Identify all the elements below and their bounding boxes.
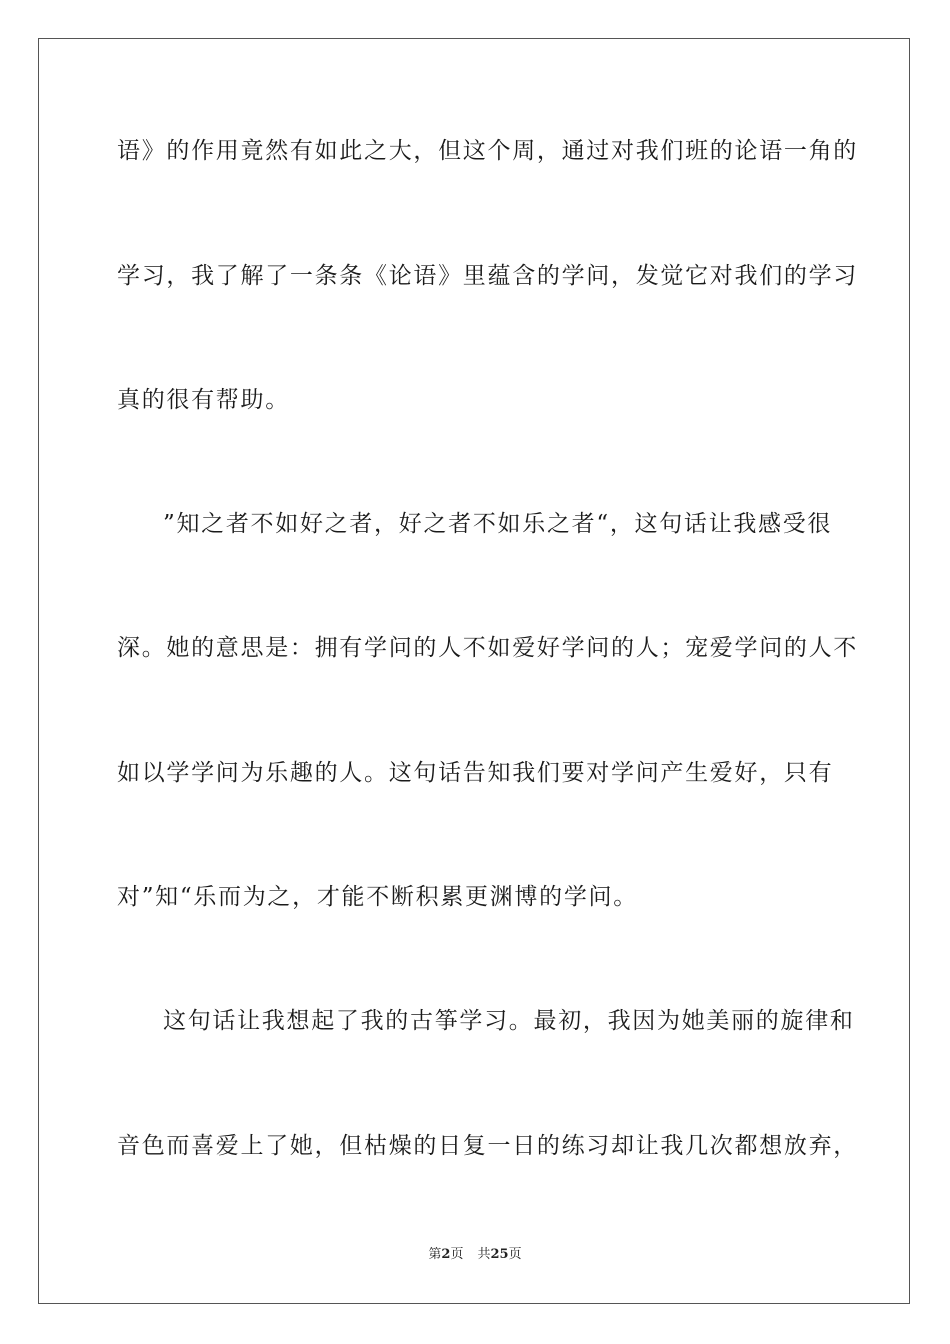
total-suffix: 页 bbox=[508, 1247, 522, 1262]
page-total: 25 bbox=[490, 1247, 509, 1262]
body-text-line: 真的很有帮助。 bbox=[117, 387, 290, 413]
paragraph-first-line: ”知之者不如好之者，好之者不如乐之者“，这句话让我感受很 bbox=[163, 511, 833, 537]
page-number: 2 bbox=[441, 1247, 451, 1262]
body-text-line: 语》的作用竟然有如此之大，但这个周，通过对我们班的论语一角的 bbox=[117, 138, 858, 164]
body-text-line: 深。她的意思是：拥有学问的人不如爱好学问的人；宠爱学问的人不 bbox=[117, 635, 858, 661]
body-text-line: 如以学学问为乐趣的人。这句话告知我们要对学问产生爱好，只有 bbox=[117, 760, 834, 786]
body-text-line: 学习，我了解了一条条《论语》里蕴含的学问，发觉它对我们的学习 bbox=[117, 263, 858, 289]
total-prefix: 共 bbox=[477, 1247, 491, 1262]
page-frame bbox=[38, 38, 910, 1304]
page-footer bbox=[0, 1246, 950, 1264]
page-suffix: 页 bbox=[450, 1247, 464, 1262]
body-text-line: 对”知“乐而为之，才能不断积累更渊博的学问。 bbox=[117, 884, 638, 910]
page-prefix: 第 bbox=[428, 1247, 442, 1262]
body-text-line: 音色而喜爱上了她，但枯燥的日复一日的练习却让我几次都想放弃， bbox=[117, 1133, 858, 1159]
paragraph-first-line: 这句话让我想起了我的古筝学习。最初，我因为她美丽的旋律和 bbox=[163, 1008, 855, 1034]
